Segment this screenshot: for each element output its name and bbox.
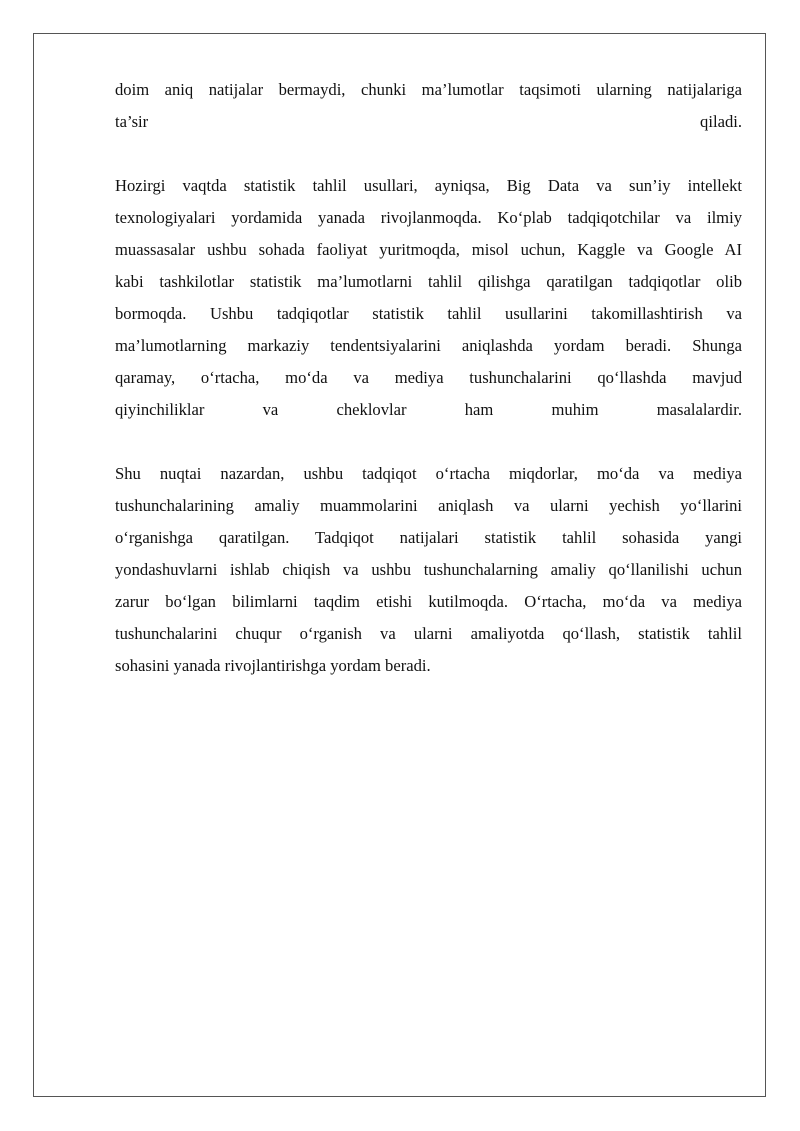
paragraph-line: zarur bo‘lgan bilimlarni taqdim etishi kutilmoqda. O‘rtacha, mo‘da va mediya (115, 592, 742, 611)
paragraph-line: tushunchalarining amaliy muammolarini aniqlash va ularni yechish yo‘llarini (115, 496, 742, 515)
paragraph-line: qaramay, o‘rtacha, mo‘da va mediya tushunchalarini qo‘llashda mavjud (115, 368, 742, 387)
paragraph-2 (115, 170, 742, 426)
document-body (115, 74, 742, 714)
paragraph-line: tushunchalarini chuqur o‘rganish va ularni amaliyotda qo‘llash, statistik tahlil (115, 624, 742, 643)
paragraph-line: kabi tashkilotlar statistik ma’lumotlarni tahlil qilishga qaratilgan tadqiqotlar olib (115, 272, 742, 291)
paragraph-line: bormoqda. Ushbu tadqiqotlar statistik tahlil usullarini takomillashtirish va (115, 304, 742, 323)
paragraph-line: qiyinchiliklar va cheklovlar ham muhim masalalardir. (115, 400, 742, 419)
paragraph-line: sohasini yanada rivojlantirishga yordam beradi. (115, 656, 431, 675)
paragraph-line: yondashuvlarni ishlab chiqish va ushbu tushunchalarning amaliy qo‘llanilishi uchun (115, 560, 742, 579)
paragraph-line: Shu nuqtai nazardan, ushbu tadqiqot o‘rtacha miqdorlar, mo‘da va mediya (115, 464, 742, 483)
paragraph-3 (115, 458, 742, 682)
paragraph-line: o‘rganishga qaratilgan. Tadqiqot natijalari statistik tahlil sohasida yangi (115, 528, 742, 547)
paragraph-line: Hozirgi vaqtda statistik tahlil usullari, ayniqsa, Big Data va sun’iy intellekt (115, 176, 742, 195)
paragraph-line: texnologiyalari yordamida yanada rivojlanmoqda. Ko‘plab tadqiqotchilar va ilmiy (115, 208, 742, 227)
paragraph-1 (115, 74, 742, 138)
paragraph-line: doim aniq natijalar bermaydi, chunki ma’lumotlar taqsimoti ularning natijalariga (115, 80, 742, 99)
paragraph-line: muassasalar ushbu sohada faoliyat yuritmoqda, misol uchun, Kaggle va Google AI (115, 240, 742, 259)
paragraph-line: ta’sir qiladi. (115, 112, 742, 131)
paragraph-line: ma’lumotlarning markaziy tendentsiyalarini aniqlashda yordam beradi. Shunga (115, 336, 742, 355)
